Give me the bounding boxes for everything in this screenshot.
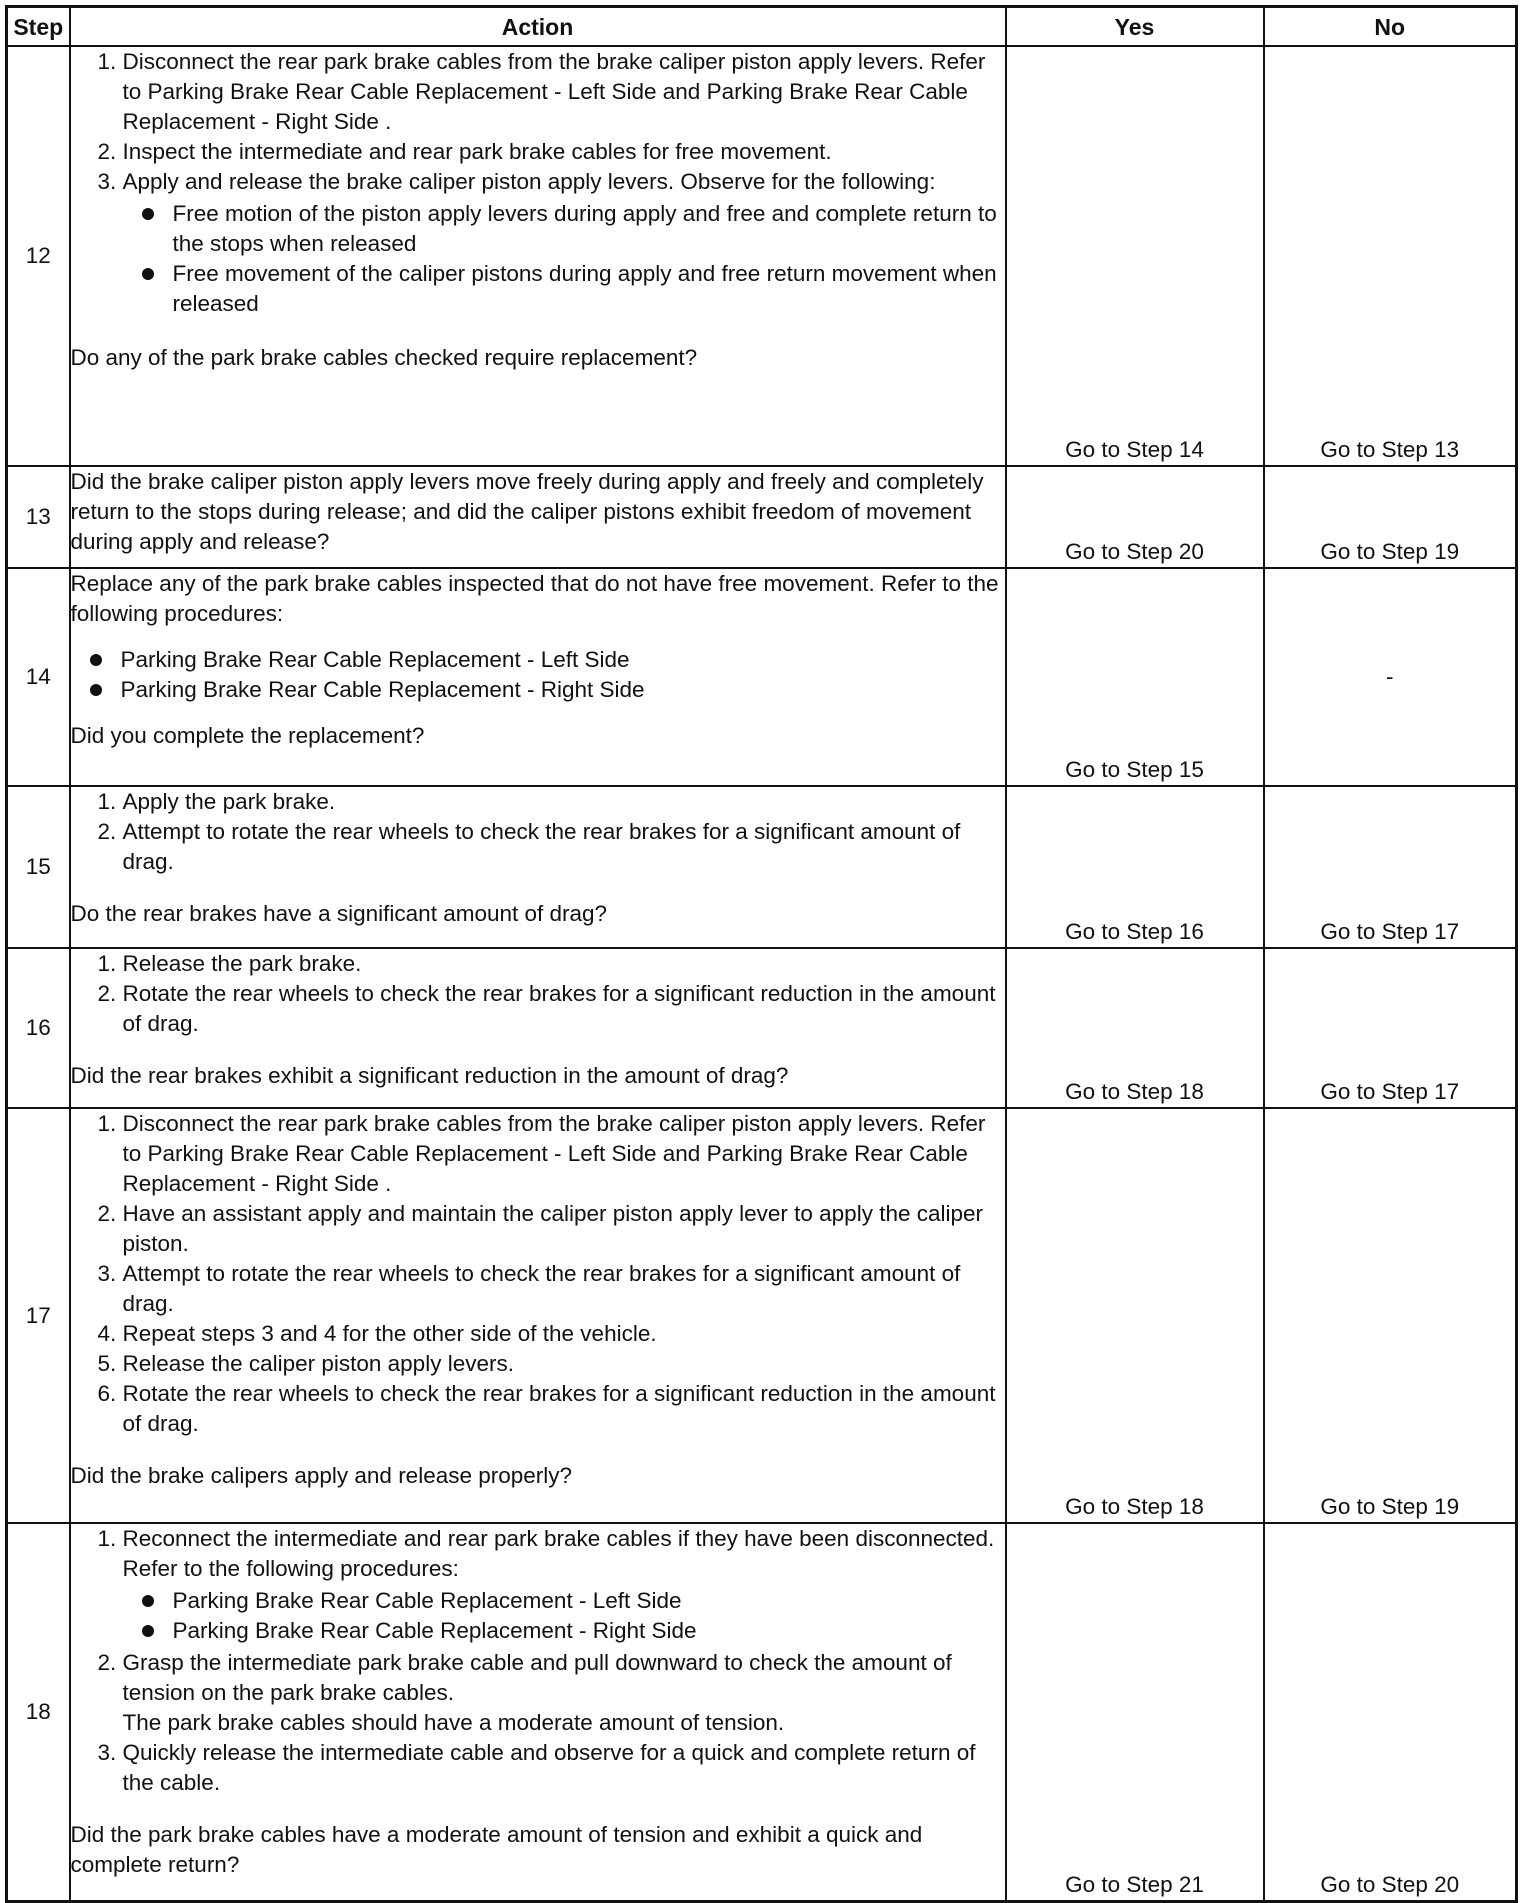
procedure-list [71,47,1005,319]
table-row-step-12 [7,46,1517,466]
table-row-step-13 [7,466,1517,568]
bullet-item: Free motion of the piston apply levers during apply and free and complete return to the stops when released [173,199,1005,259]
step-number: 16 [7,948,70,1108]
action-cell [70,786,1006,948]
yes-link[interactable]: Go to Step 15 [1006,568,1264,786]
procedure-item: 1. Disconnect the rear park brake cables from the brake caliper piston apply levers. Refer to Parking Brake Rear Cable Replacement - Left Side and Parking Brake Rear Cable Replacement - Right Side . [123,47,1005,137]
procedure-item: 2. Rotate the rear wheels to check the rear brakes for a significant reduction in the amount of drag. [123,979,1005,1039]
procedure-item: 1. Apply the park brake. [123,787,1005,817]
procedure-item-text: Grasp the intermediate park brake cable and pull downward to check the amount of tension on the park brake cables. [122,1650,952,1705]
no-link: - [1264,568,1517,786]
bullet-item: Free movement of the caliper pistons during apply and free return movement when released [173,259,1005,319]
bullet-item: Parking Brake Rear Cable Replacement - Left Side [121,645,1005,675]
question-text: Did the park brake cables have a moderate amount of tension and exhibit a quick and complete return? [70,1822,923,1877]
procedure-item: 1. Release the park brake. [123,949,1005,979]
procedure-list [71,1524,1005,1798]
step-number: 13 [7,466,70,568]
yes-link[interactable]: Go to Step 18 [1006,948,1264,1108]
procedure-item: 4. Repeat steps 3 and 4 for the other side of the vehicle. [123,1319,1005,1349]
bullet-item: Parking Brake Rear Cable Replacement - Right Side [173,1616,1005,1646]
procedure-item: 5. Release the caliper piston apply levers. [123,1349,1005,1379]
yes-link[interactable]: Go to Step 16 [1006,786,1264,948]
step-number: 14 [7,568,70,786]
procedure-item: 2. Inspect the intermediate and rear park brake cables for free movement. [123,137,1005,167]
table-row-step-16 [7,948,1517,1108]
question-text: Do the rear brakes have a significant amount of drag? [70,901,608,926]
bullet-list [71,645,1005,705]
table-row-step-18 [7,1523,1517,1901]
header-yes: Yes [1006,7,1264,47]
yes-link[interactable]: Go to Step 14 [1006,46,1264,466]
intro-text: Replace any of the park brake cables inspected that do not have free movement. Refer to the following procedures: [70,571,999,626]
yes-link[interactable]: Go to Step 18 [1006,1108,1264,1523]
procedure-item: 3. Quickly release the intermediate cable and observe for a quick and complete return of the cable. [123,1738,1005,1798]
question-text: Did the rear brakes exhibit a significant reduction in the amount of drag? [70,1063,789,1088]
no-link[interactable]: Go to Step 19 [1264,1108,1517,1523]
action-cell [70,1523,1006,1901]
procedure-item [123,1524,1005,1646]
bullet-item: Parking Brake Rear Cable Replacement - Right Side [121,675,1005,705]
procedure-list [71,949,1005,1039]
header-step: Step [7,7,70,47]
question-text: Do any of the park brake cables checked require replacement? [70,345,698,370]
step-number: 15 [7,786,70,948]
header-row [7,7,1517,47]
no-link[interactable]: Go to Step 13 [1264,46,1517,466]
no-link[interactable]: Go to Step 17 [1264,948,1517,1108]
procedure-note: The park brake cables should have a moderate amount of tension. [122,1710,785,1735]
procedure-item [123,1648,1005,1738]
no-link[interactable]: Go to Step 20 [1264,1523,1517,1901]
step-number: 12 [7,46,70,466]
table-row-step-17 [7,1108,1517,1523]
action-cell [70,948,1006,1108]
yes-link[interactable]: Go to Step 20 [1006,466,1264,568]
step-number: 17 [7,1108,70,1523]
procedure-item: 1. Disconnect the rear park brake cables from the brake caliper piston apply levers. Refer to Parking Brake Rear Cable Replacement - Left Side and Parking Brake Rear Cable Replacement - Right Side . [123,1109,1005,1199]
procedure-item-text: Reconnect the intermediate and rear park brake cables if they have been disconnected. Refer to the following procedures: [122,1526,995,1581]
no-link[interactable]: Go to Step 19 [1264,466,1517,568]
diagnostic-table [5,5,1518,1903]
yes-link[interactable]: Go to Step 21 [1006,1523,1264,1901]
action-cell [70,568,1006,786]
bullet-list [123,199,1005,319]
question-text: Did the brake caliper piston apply levers move freely during apply and freely and completely return to the stops during release; and did the caliper pistons exhibit freedom of movement during apply and release? [70,469,984,554]
table-row-step-15 [7,786,1517,948]
procedure-list [71,787,1005,877]
procedure-item: 3. Attempt to rotate the rear wheels to check the rear brakes for a significant amount of drag. [123,1259,1005,1319]
question-text: Did the brake calipers apply and release properly? [70,1463,573,1488]
bullet-item: Parking Brake Rear Cable Replacement - Left Side [173,1586,1005,1616]
procedure-item: 2. Have an assistant apply and maintain the caliper piston apply lever to apply the caliper piston. [123,1199,1005,1259]
action-cell [70,466,1006,568]
header-action: Action [70,7,1006,47]
procedure-item [123,167,1005,319]
action-cell [70,1108,1006,1523]
procedure-item: 2. Attempt to rotate the rear wheels to check the rear brakes for a significant amount of drag. [123,817,1005,877]
question-text: Did you complete the replacement? [70,723,425,748]
table-row-step-14 [7,568,1517,786]
procedure-list [71,1109,1005,1439]
bullet-list [123,1586,1005,1646]
no-link[interactable]: Go to Step 17 [1264,786,1517,948]
action-cell [70,46,1006,466]
step-number: 18 [7,1523,70,1901]
procedure-item: 6. Rotate the rear wheels to check the rear brakes for a significant reduction in the amount of drag. [123,1379,1005,1439]
header-no: No [1264,7,1517,47]
procedure-item-text: Apply and release the brake caliper piston apply levers. Observe for the following: [122,169,936,194]
